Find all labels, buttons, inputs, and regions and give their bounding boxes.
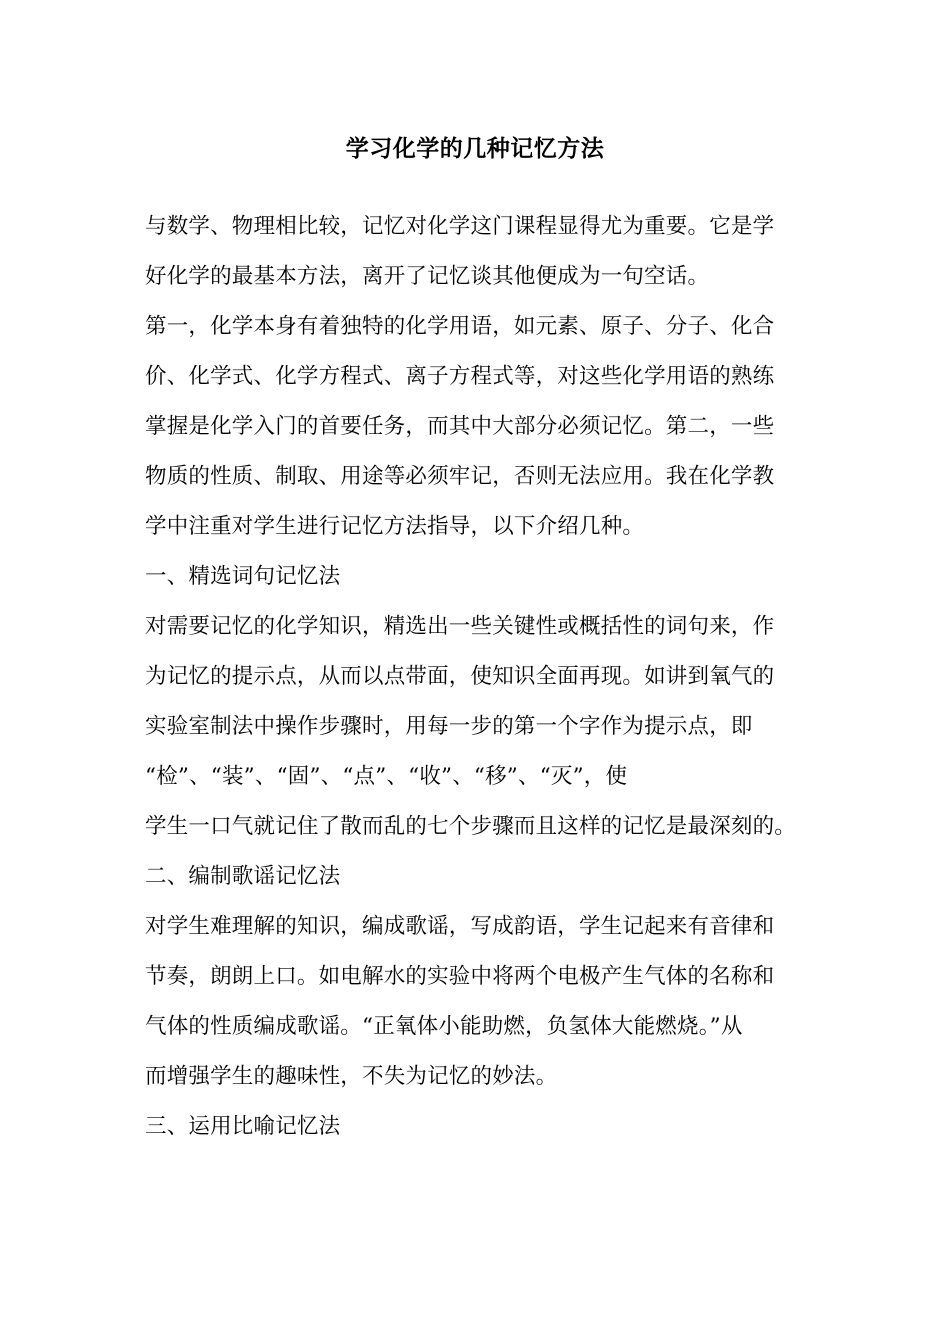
text-line: 气体的性质编成歌谣。“正氧体小能助燃，负氢体大能燃烧。”从	[145, 1014, 743, 1039]
section-heading-3: 三、运用比喻记忆法	[145, 1114, 341, 1139]
text-line: 而增强学生的趣味性，不失为记忆的妙法。	[145, 1064, 558, 1089]
text-line: 好化学的最基本方法，离开了记忆谈其他便成为一句空话。	[145, 264, 710, 289]
text-line: 物质的性质、制取、用途等必须牢记，否则无法应用。我在化学教	[145, 464, 775, 489]
section-heading-1: 一、精选词句记忆法	[145, 564, 341, 589]
text-line: 对需要记忆的化学知识，精选出一些关键性或概括性的词句来，作	[145, 614, 775, 639]
text-line: 第一，化学本身有着独特的化学用语，如元素、原子、分子、化合	[145, 314, 775, 339]
text-line: 掌握是化学入门的首要任务，而其中大部分必须记忆。第二，一些	[145, 414, 775, 439]
text-line: “检”、“装”、“固”、“点”、“收”、“移”、“灭”，使	[145, 764, 628, 789]
text-line: 对学生难理解的知识，编成歌谣，写成韵语，学生记起来有音律和	[145, 914, 775, 939]
text-line: 节奏，朗朗上口。如电解水的实验中将两个电极产生气体的名称和	[145, 964, 775, 989]
text-line: 与数学、物理相比较，记忆对化学这门课程显得尤为重要。它是学	[145, 214, 775, 239]
text-line: 价、化学式、化学方程式、离子方程式等，对这些化学用语的熟练	[145, 364, 775, 389]
text-line: 学中注重对学生进行记忆方法指导，以下介绍几种。	[145, 514, 645, 539]
document-body	[145, 202, 810, 1152]
section-heading-2: 二、编制歌谣记忆法	[145, 864, 341, 889]
text-line: 为记忆的提示点，从而以点带面，使知识全面再现。如讲到氧气的	[145, 664, 775, 689]
text-line: 学生一口气就记住了散而乱的七个步骤而且这样的记忆是最深刻的。	[145, 814, 797, 839]
document-title: 学习化学的几种记忆方法	[345, 136, 605, 162]
text-line: 实验室制法中操作步骤时，用每一步的第一个字作为提示点，即	[145, 714, 753, 739]
